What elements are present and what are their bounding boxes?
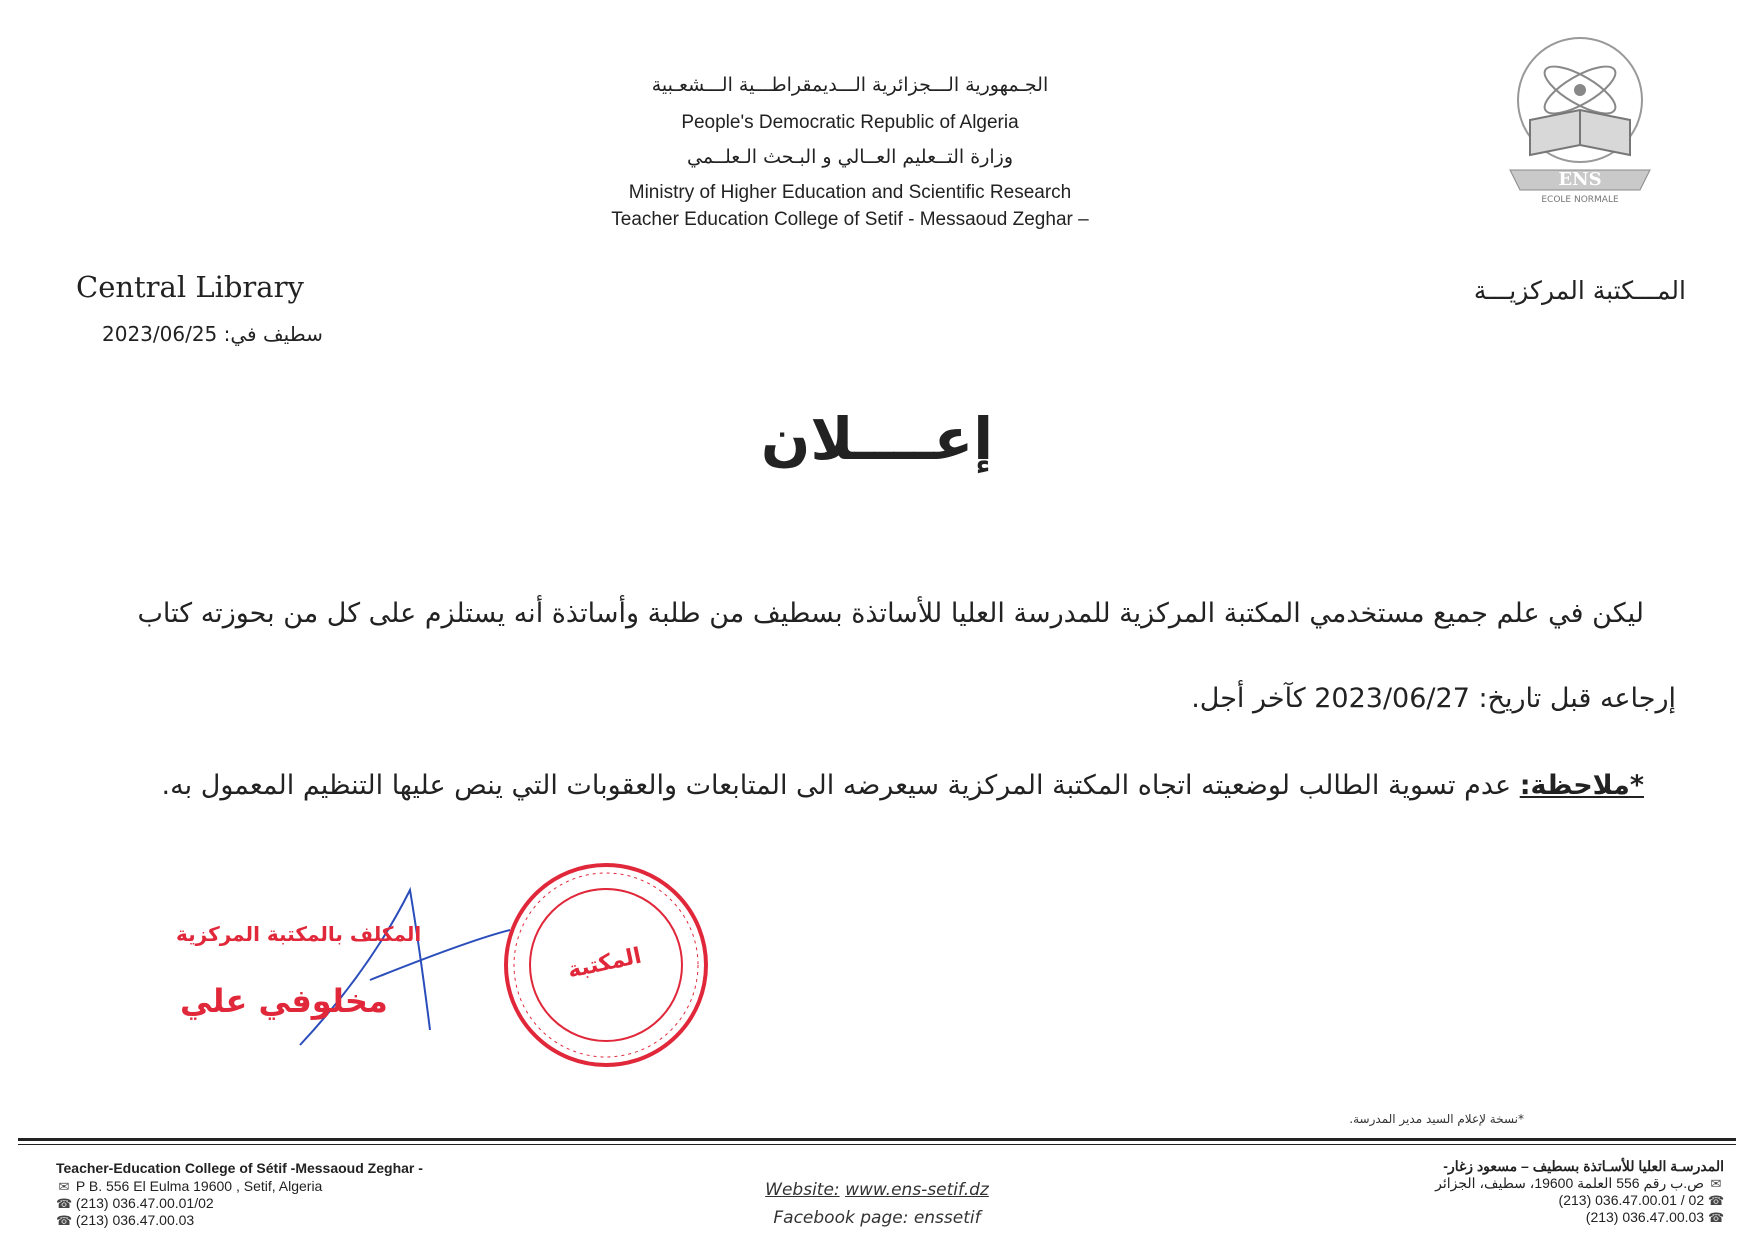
fax-icon: ☎	[56, 1213, 73, 1228]
department-ar: المـــكتبة المركزيـــة	[1473, 276, 1686, 305]
header-ministry-en: Ministry of Higher Education and Scientific Research	[628, 182, 1072, 203]
facebook-line[interactable]: Facebook page: enssetif	[773, 1208, 981, 1228]
mail-icon: ✉	[58, 1179, 70, 1194]
date-line: سطيف في: 2023/06/25	[102, 322, 323, 346]
signatory-name: مخلوفي علي	[180, 982, 388, 1020]
note-line	[162, 770, 1644, 801]
signatory-role: المكلف بالمكتبة المركزية	[176, 922, 422, 946]
page-title: إعــــلان	[760, 405, 994, 473]
footer-right-address: ص.ب رقم 556 العلمة 19600، سطيف، الجزائر	[1435, 1175, 1705, 1191]
department-en: Central Library	[76, 270, 304, 304]
mail-icon: ✉	[1710, 1176, 1722, 1191]
header-republic-en: People's Democratic Republic of Algeria	[681, 112, 1019, 133]
copy-note: *نسخة لإعلام السيد مدير المدرسة.	[1349, 1112, 1524, 1126]
note-text: عدم تسوية الطالب لوضعيته اتجاه المكتبة المركزية سيعرضه الى المتابعات والعقوبات التي ينص عليها التنظيم المعمول به.	[161, 770, 1520, 801]
footer-right	[1435, 1158, 1724, 1226]
body-line-2: إرجاعه قبل تاريخ: 2023/06/27 كآخر أجل.	[1191, 683, 1676, 714]
website-label: Website:	[765, 1180, 840, 1200]
header-college-en: Teacher Education College of Setif - Messaoud Zeghar –	[611, 209, 1089, 230]
footer-rule-top	[18, 1138, 1736, 1141]
footer-left-phone: (213) 036.47.00.01/02	[75, 1195, 214, 1211]
logo-text: ENS	[1558, 169, 1602, 190]
footer-left-address: P B. 556 El Eulma 19600 , Setif, Algeria	[75, 1178, 323, 1194]
footer-right-fax: (213) 036.47.00.03	[1585, 1209, 1705, 1225]
footer-right-name: المدرسـة العليا للأسـاتذة بسطيف – مسعود زغار-	[1443, 1158, 1724, 1174]
logo-subtext: ECOLE NORMALE	[1541, 195, 1619, 205]
signature-block	[170, 850, 710, 1090]
stamp-center-text: المكتبة	[565, 943, 644, 984]
header-republic-ar: الجـمهورية الـــجزائرية الـــديمقراطـــية الـــشعـبية	[651, 74, 1049, 96]
official-stamp	[170, 850, 710, 1090]
footer-left-fax: (213) 036.47.00.03	[75, 1212, 195, 1228]
footer-left-name: Teacher-Education College of Sétif -Messaoud Zeghar -	[56, 1160, 423, 1176]
fax-icon: ☎	[1708, 1210, 1725, 1225]
footer-rule-bottom	[18, 1144, 1736, 1145]
footer-right-phone: (213) 036.47.00.01 / 02	[1558, 1192, 1705, 1208]
note-label: *ملاحظة:	[1519, 770, 1644, 801]
header-ministry-ar: وزارة التــعليم العــالي و البـحث الـعلــمي	[686, 146, 1013, 168]
website-link[interactable]: www.ens-setif.dz	[845, 1180, 989, 1200]
body-line-1: ليكن في علم جميع مستخدمي المكتبة المركزية للمدرسة العليا للأساتذة بسطيف من طلبة وأساتذة أنه يستلزم على كل من بحوزته كتاب	[137, 598, 1644, 629]
ens-logo	[1470, 30, 1690, 220]
phone-icon: ☎	[1708, 1193, 1725, 1208]
phone-icon: ☎	[56, 1196, 73, 1211]
